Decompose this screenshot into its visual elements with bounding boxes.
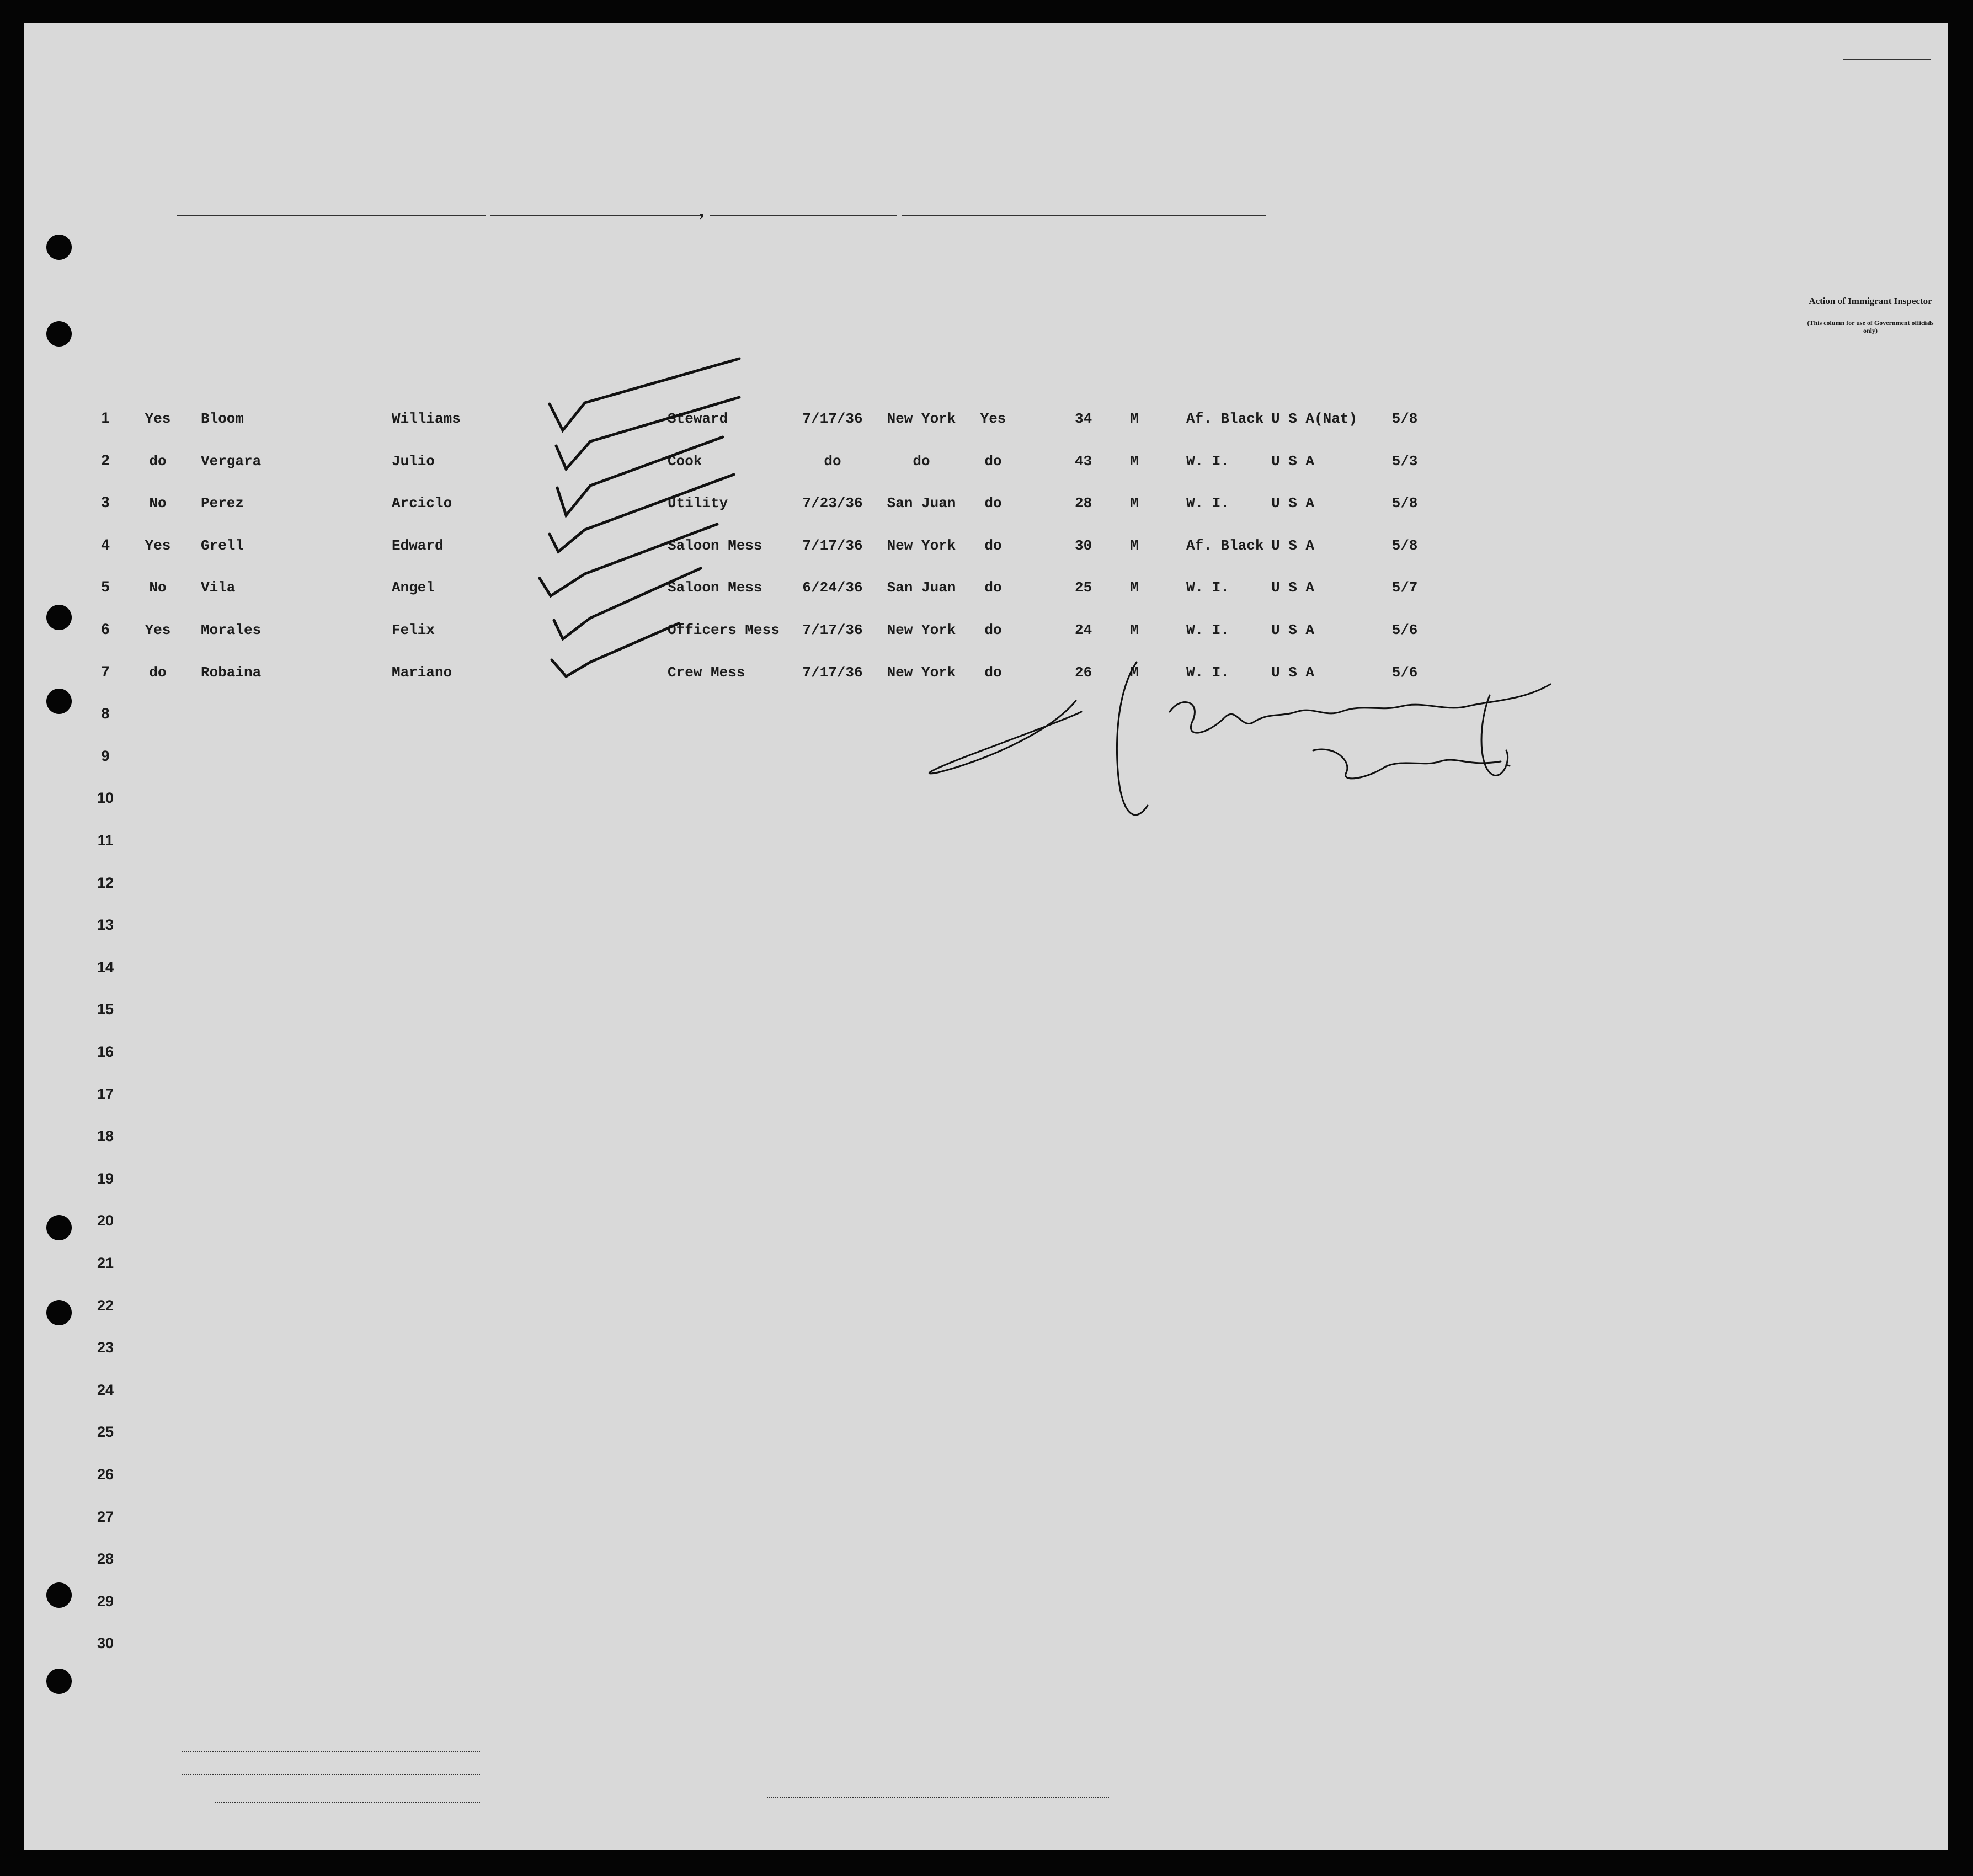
row-number: 20 — [97, 1212, 114, 1229]
row-number: 10 — [97, 790, 114, 807]
cell-position: Officers Mess — [668, 622, 780, 638]
cell-given: Mariano — [392, 664, 452, 681]
cell-given: Arciclo — [392, 495, 452, 512]
row-number: 2 — [101, 451, 110, 468]
cell-discharged: do — [984, 495, 1002, 512]
row-number: 21 — [97, 1255, 114, 1271]
cell-sex: M — [1130, 579, 1139, 596]
cell-discharged: do — [984, 622, 1002, 638]
row-number: 27 — [97, 1508, 114, 1525]
cell-discharged: Yes — [980, 411, 1006, 427]
cell-position: Utility — [668, 495, 728, 512]
cell-nationality: U S A — [1271, 452, 1315, 470]
row-number: 30 — [97, 1635, 114, 1652]
cell-race: W. I. — [1186, 664, 1230, 681]
owners-value — [182, 1774, 480, 1775]
cell-race: W. I. — [1186, 622, 1230, 638]
row-number: 25 — [97, 1424, 114, 1441]
cell-nationality: U S A — [1271, 579, 1315, 596]
cell-given: Williams — [392, 411, 461, 427]
cell-family: Vila — [201, 579, 236, 596]
cell-discharged: do — [984, 664, 1002, 681]
agents-value — [215, 1802, 480, 1803]
row-number: 5 — [101, 578, 110, 595]
row-number: 13 — [97, 916, 114, 934]
cell-given: Angel — [392, 579, 435, 596]
cell-discharged: do — [984, 579, 1002, 596]
row-number: 7 — [101, 663, 110, 680]
cell-discharged: do — [984, 452, 1002, 470]
cell-sex: M — [1130, 664, 1139, 681]
row-number: 15 — [97, 1001, 114, 1018]
cell-height: 5/6 — [1391, 664, 1418, 681]
cell-family: Perez — [201, 495, 244, 512]
line-value — [182, 1751, 480, 1752]
cell-nationality: U S A(Nat) — [1271, 411, 1358, 427]
cell-given: Julio — [392, 452, 435, 470]
cell-where: San Juan — [887, 579, 956, 596]
cell-nationality: U S A — [1271, 537, 1315, 554]
cell-position: Saloon Mess — [668, 579, 762, 596]
cell-member: No — [149, 495, 167, 512]
cell-member: No — [149, 579, 167, 596]
cell-when: 7/17/36 — [802, 622, 863, 638]
cell-height: 5/3 — [1391, 452, 1418, 470]
row-number: 23 — [97, 1339, 114, 1356]
agents-field — [116, 1793, 480, 1806]
cell-when: 7/17/36 — [802, 411, 863, 427]
cell-sex: M — [1130, 411, 1139, 427]
cell-age: 34 — [1075, 411, 1092, 427]
cell-when: do — [824, 452, 841, 470]
cell-family: Grell — [201, 537, 244, 554]
cell-member: Yes — [145, 411, 171, 427]
row-number: 24 — [97, 1381, 114, 1398]
header-action-note: (This column for use of Government officials only) — [1807, 319, 1934, 334]
cell-member: Yes — [145, 537, 171, 554]
inspector-signature-line — [767, 1797, 1109, 1798]
cell-sex: M — [1130, 452, 1139, 470]
cell-age: 30 — [1075, 537, 1092, 554]
row-number: 19 — [97, 1170, 114, 1187]
row-number: 22 — [97, 1297, 114, 1314]
cell-position: Cook — [668, 452, 702, 470]
cell-height: 5/6 — [1391, 622, 1418, 638]
cell-position: Crew Mess — [668, 664, 745, 681]
row-number: 28 — [97, 1550, 114, 1568]
cell-nationality: U S A — [1271, 622, 1315, 638]
cell-where: New York — [887, 622, 956, 638]
row-number: 17 — [97, 1085, 114, 1102]
cell-when: 7/23/36 — [802, 495, 863, 512]
cell-race: Af. Black — [1186, 411, 1264, 427]
cell-age: 28 — [1075, 495, 1092, 512]
row-number: 26 — [97, 1466, 114, 1483]
cell-nationality: U S A — [1271, 495, 1315, 512]
row-number: 18 — [97, 1128, 114, 1145]
cell-sex: M — [1130, 495, 1139, 512]
cell-where: New York — [887, 411, 956, 427]
cell-given: Edward — [392, 537, 444, 554]
cell-member: do — [149, 452, 167, 470]
cell-nationality: U S A — [1271, 664, 1315, 681]
cell-member: Yes — [145, 622, 171, 638]
line-field — [116, 1742, 480, 1755]
cell-family: Robaina — [201, 664, 262, 681]
cell-member: do — [149, 664, 167, 681]
cell-family: Morales — [201, 622, 262, 638]
cell-when: 7/17/36 — [802, 537, 863, 554]
cell-height: 5/7 — [1391, 579, 1418, 596]
cell-given: Felix — [392, 622, 435, 638]
cell-position: Steward — [668, 411, 728, 427]
cell-family: Vergara — [201, 452, 262, 470]
cell-position: Saloon Mess — [668, 537, 762, 554]
row-number: 3 — [101, 494, 110, 511]
row-number: 16 — [97, 1043, 114, 1060]
row-number: 11 — [97, 832, 114, 849]
cell-where: New York — [887, 537, 956, 554]
row-number: 12 — [97, 874, 114, 891]
cell-sex: M — [1130, 622, 1139, 638]
cell-where: do — [913, 452, 930, 470]
cell-discharged: do — [984, 537, 1002, 554]
vessel-line: , — [177, 192, 1266, 223]
owners-field — [116, 1766, 480, 1778]
cell-height: 5/8 — [1391, 495, 1418, 512]
cell-age: 25 — [1075, 579, 1092, 596]
cell-where: New York — [887, 664, 956, 681]
row-number: 6 — [101, 621, 110, 637]
row-number: 8 — [101, 705, 110, 722]
cell-height: 5/8 — [1391, 411, 1418, 427]
cell-family: Bloom — [201, 411, 244, 427]
cell-age: 26 — [1075, 664, 1092, 681]
cell-race: W. I. — [1186, 579, 1230, 596]
cell-race: W. I. — [1186, 452, 1230, 470]
cell-height: 5/8 — [1391, 537, 1418, 554]
row-number: 9 — [101, 747, 110, 764]
cell-where: San Juan — [887, 495, 956, 512]
row-number: 1 — [101, 409, 110, 426]
row-number: 4 — [101, 536, 110, 553]
row-number: 14 — [97, 958, 114, 976]
header-action-of-inspector: Action of Immigrant Inspector — [1809, 296, 1932, 306]
cell-when: 6/24/36 — [802, 579, 863, 596]
row-number: 29 — [97, 1592, 114, 1609]
cell-when: 7/17/36 — [802, 664, 863, 681]
cell-race: Af. Black — [1186, 537, 1264, 554]
cell-sex: M — [1130, 537, 1139, 554]
cell-age: 43 — [1075, 452, 1092, 470]
cell-race: W. I. — [1186, 495, 1230, 512]
cell-age: 24 — [1075, 622, 1092, 638]
